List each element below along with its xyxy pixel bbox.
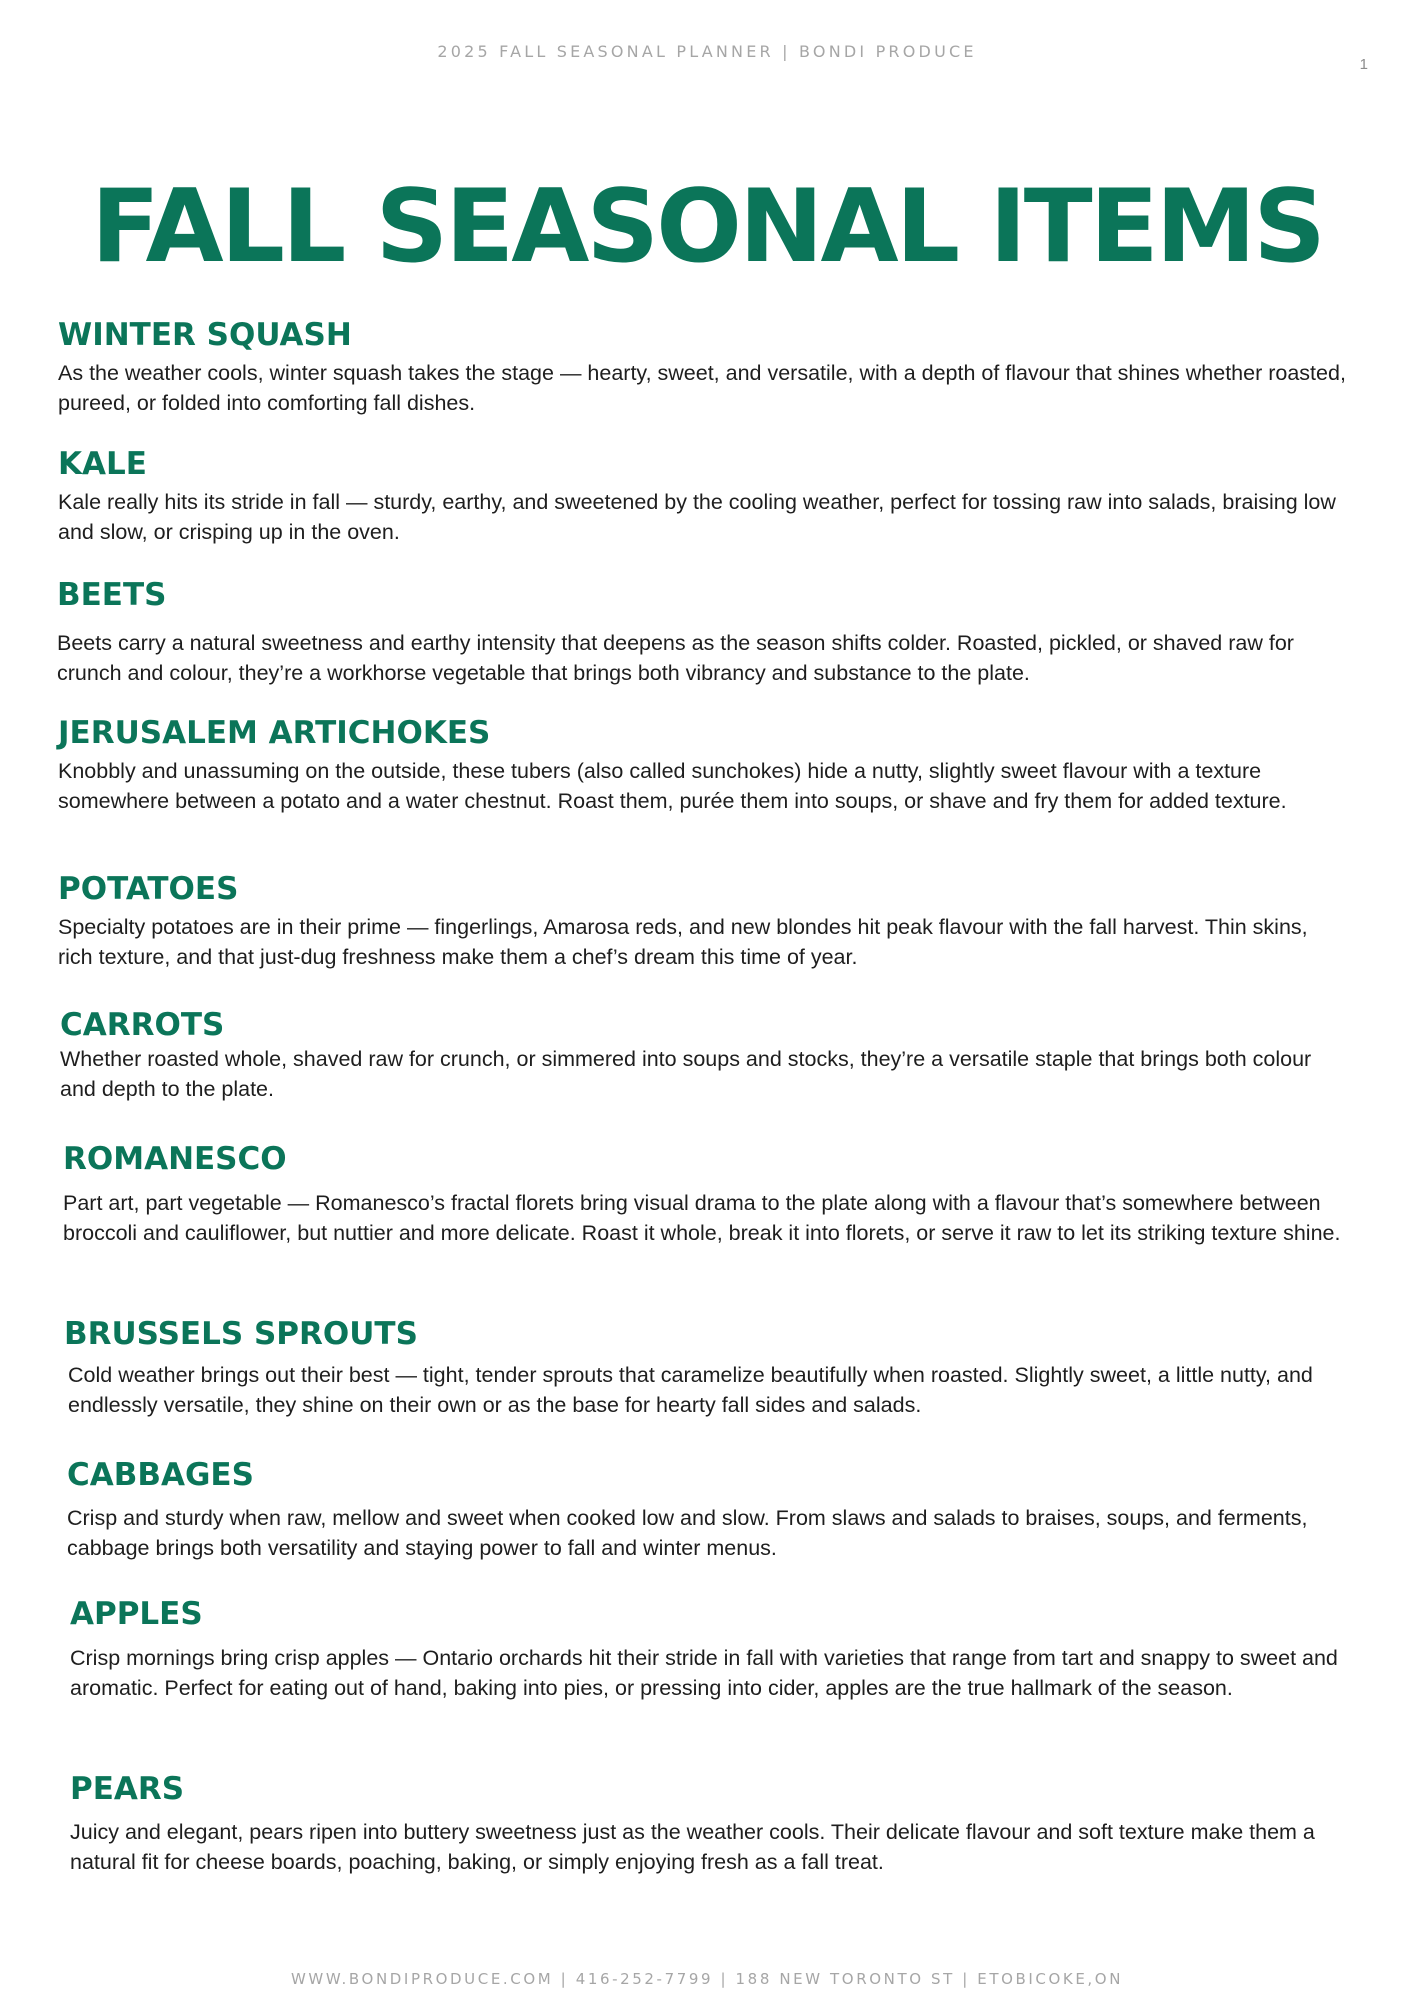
item-kale (58, 447, 1348, 547)
item-description: Specialty potatoes are in their prime — fingerlings, Amarosa reds, and new blondes hit peak flavour with the fall harvest. Thin skins, rich texture, and that just-dug freshness make them a chef’s dream this time of year. (58, 915, 1308, 970)
item-heading: BRUSSELS SPROUTS (64, 1316, 418, 1352)
item-heading: CARROTS (60, 1007, 225, 1043)
item-apples (70, 1597, 1360, 1703)
item-heading: POTATOES (58, 871, 239, 907)
item-brussels-sprouts (64, 1317, 1354, 1420)
item-carrots (60, 1008, 1350, 1104)
item-description: Juicy and elegant, pears ripen into buttery sweetness just as the weather cools. Their delicate flavour and soft texture make them a natural fit for cheese boards, poaching, baking, or simply enjoying fresh as a fall treat. (70, 1820, 1315, 1875)
item-description: As the weather cools, winter squash takes the stage — hearty, sweet, and versatile, with a depth of flavour that shines whether roasted, pureed, or folded into comforting fall dishes. (58, 361, 1346, 416)
item-heading: WINTER SQUASH (58, 317, 352, 353)
item-heading: BEETS (57, 577, 167, 613)
item-heading: PEARS (70, 1771, 185, 1807)
item-heading: APPLES (70, 1596, 203, 1632)
item-description: Cold weather brings out their best — tight, tender sprouts that caramelize beautifully when roasted. Slightly sweet, a little nutty, and endlessly versatile, they shine on their own or as the base for hearty fall sides and salads. (68, 1363, 1313, 1418)
running-header: 2025 FALL SEASONAL PLANNER | BONDI PRODUCE (437, 42, 977, 61)
item-heading: JERUSALEM ARTICHOKES (58, 715, 491, 751)
footer-contact: WWW.BONDIPRODUCE.COM | 416-252-7799 | 188 NEW TORONTO ST | ETOBICOKE,ON (290, 1970, 1124, 1988)
item-cabbages (67, 1458, 1357, 1563)
page-title: FALL SEASONAL ITEMS (91, 166, 1323, 285)
item-pears (70, 1772, 1360, 1877)
item-description: Kale really hits its stride in fall — sturdy, earthy, and sweetened by the cooling weather, perfect for tossing raw into salads, braising low and slow, or crisping up in the oven. (58, 490, 1336, 545)
item-description: Crisp and sturdy when raw, mellow and sweet when cooked low and slow. From slaws and salads to braises, soups, and ferments, cabbage brings both versatility and staying power to fall and winter menus. (67, 1506, 1308, 1561)
item-description: Whether roasted whole, shaved raw for crunch, or simmered into soups and stocks, they’re a versatile staple that brings both colour and depth to the plate. (60, 1047, 1312, 1102)
item-potatoes (58, 872, 1348, 972)
item-description: Crisp mornings bring crisp apples — Ontario orchards hit their stride in fall with varieties that range from tart and snappy to sweet and aromatic. Perfect for eating out of hand, baking into pies, or pressing into cider, apples are the true hallmark of the season. (70, 1646, 1338, 1701)
page-number: 1 (1359, 56, 1368, 73)
item-heading: ROMANESCO (63, 1141, 287, 1177)
item-romanesco (63, 1142, 1353, 1248)
item-heading: CABBAGES (67, 1457, 254, 1493)
item-description: Part art, part vegetable — Romanesco’s fractal florets bring visual drama to the plate along with a flavour that’s somewhere between broccoli and cauliflower, but nuttier and more delicate. Roast it whole, break it into florets, or serve it raw to let its striking texture shine. (63, 1191, 1341, 1246)
item-description: Beets carry a natural sweetness and earthy intensity that deepens as the season shifts colder. Roasted, pickled, or shaved raw for crunch and colour, they’re a workhorse vegetable that brings both vibrancy and substance to the plate. (57, 631, 1294, 686)
item-beets (57, 578, 1347, 688)
item-jerusalem-artichokes (58, 716, 1348, 816)
item-winter-squash (58, 318, 1348, 418)
item-heading: KALE (58, 446, 147, 482)
item-description: Knobbly and unassuming on the outside, these tubers (also called sunchokes) hide a nutty, slightly sweet flavour with a texture somewhere between a potato and a water chestnut. Roast them, purée them into soups, or shave and fry them for added texture. (58, 759, 1287, 814)
